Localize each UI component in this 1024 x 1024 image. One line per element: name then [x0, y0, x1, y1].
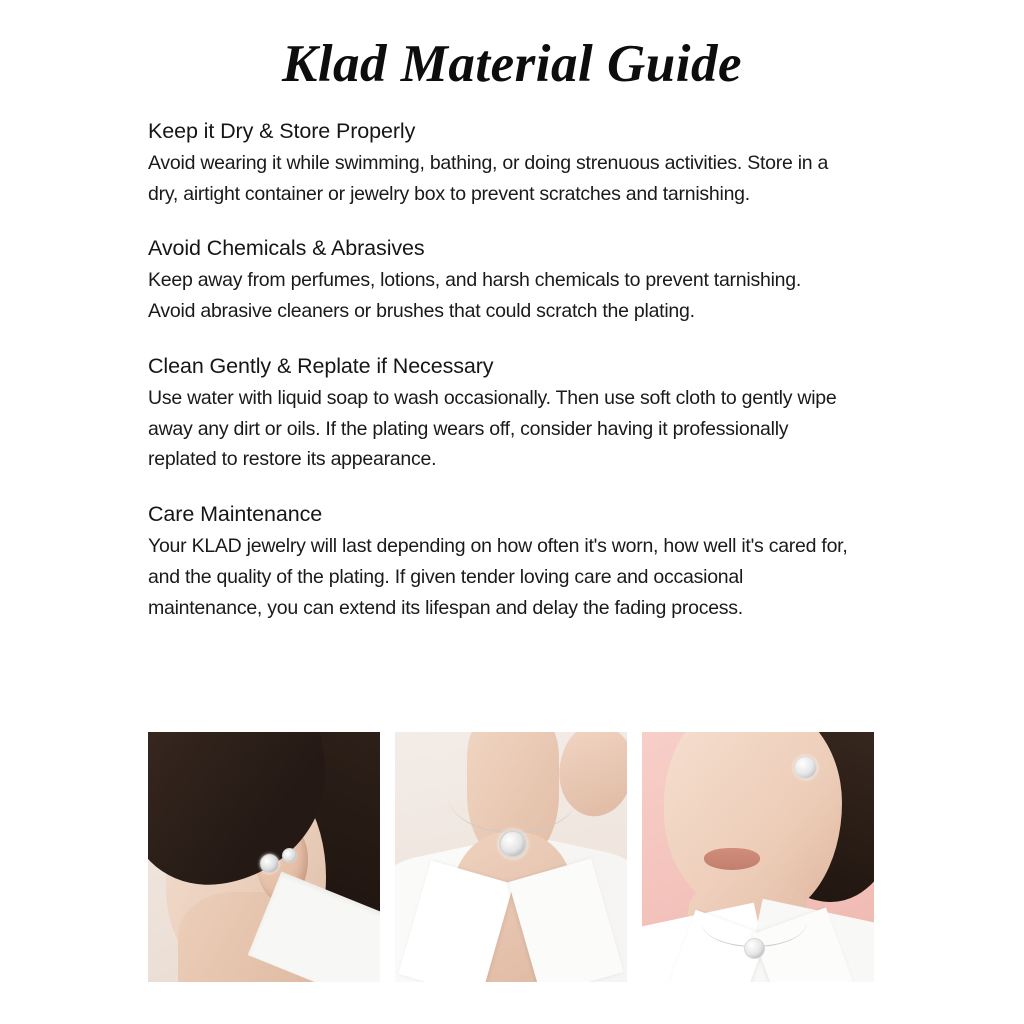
necklace-chain-icon	[449, 762, 577, 833]
stud-earring-icon	[794, 756, 817, 779]
guide-sections	[148, 118, 848, 649]
page-title: Klad Material Guide	[281, 35, 743, 93]
section-avoid-chemicals	[148, 235, 848, 326]
section-heading: Care Maintenance	[148, 502, 323, 527]
stud-earring-icon	[282, 848, 297, 863]
product-photo-gallery	[148, 732, 876, 982]
section-body: Keep away from perfumes, lotions, and harsh chemicals to prevent tarnishing. Avoid abrasive cleaners or brushes that could scratch the plating.	[148, 269, 802, 323]
lips-shape	[704, 848, 760, 870]
pendant-icon	[744, 938, 765, 959]
stud-earring-icon	[260, 854, 279, 873]
section-body: Your KLAD jewelry will last depending on how often it's worn, how well it's cared for, and the quality of the plating. If given tender loving care and occasional maintenance, you can extend its lifespan and delay the fading process.	[148, 535, 848, 619]
section-body: Use water with liquid soap to wash occasionally. Then use soft cloth to gently wipe away any dirt or oils. If the plating wears off, consider having it professionally replated to restore its appearance.	[148, 386, 837, 471]
gallery-photo-necklace	[395, 732, 627, 982]
section-heading: Avoid Chemicals & Abrasives	[148, 236, 425, 261]
section-heading: Clean Gently & Replate if Necessary	[148, 353, 494, 378]
section-body: Avoid wearing it while swimming, bathing, or doing strenuous activities. Store in a dry, airtight container or jewelry box to prevent scratches and tarnishing.	[148, 151, 829, 205]
section-heading: Keep it Dry & Store Properly	[148, 119, 416, 143]
section-clean-gently	[148, 353, 848, 475]
gallery-photo-portrait-pink	[642, 732, 874, 982]
section-keep-it-dry	[148, 118, 848, 209]
section-care-maintenance	[148, 501, 848, 623]
pendant-icon	[499, 830, 527, 858]
gallery-photo-earrings	[148, 732, 380, 982]
